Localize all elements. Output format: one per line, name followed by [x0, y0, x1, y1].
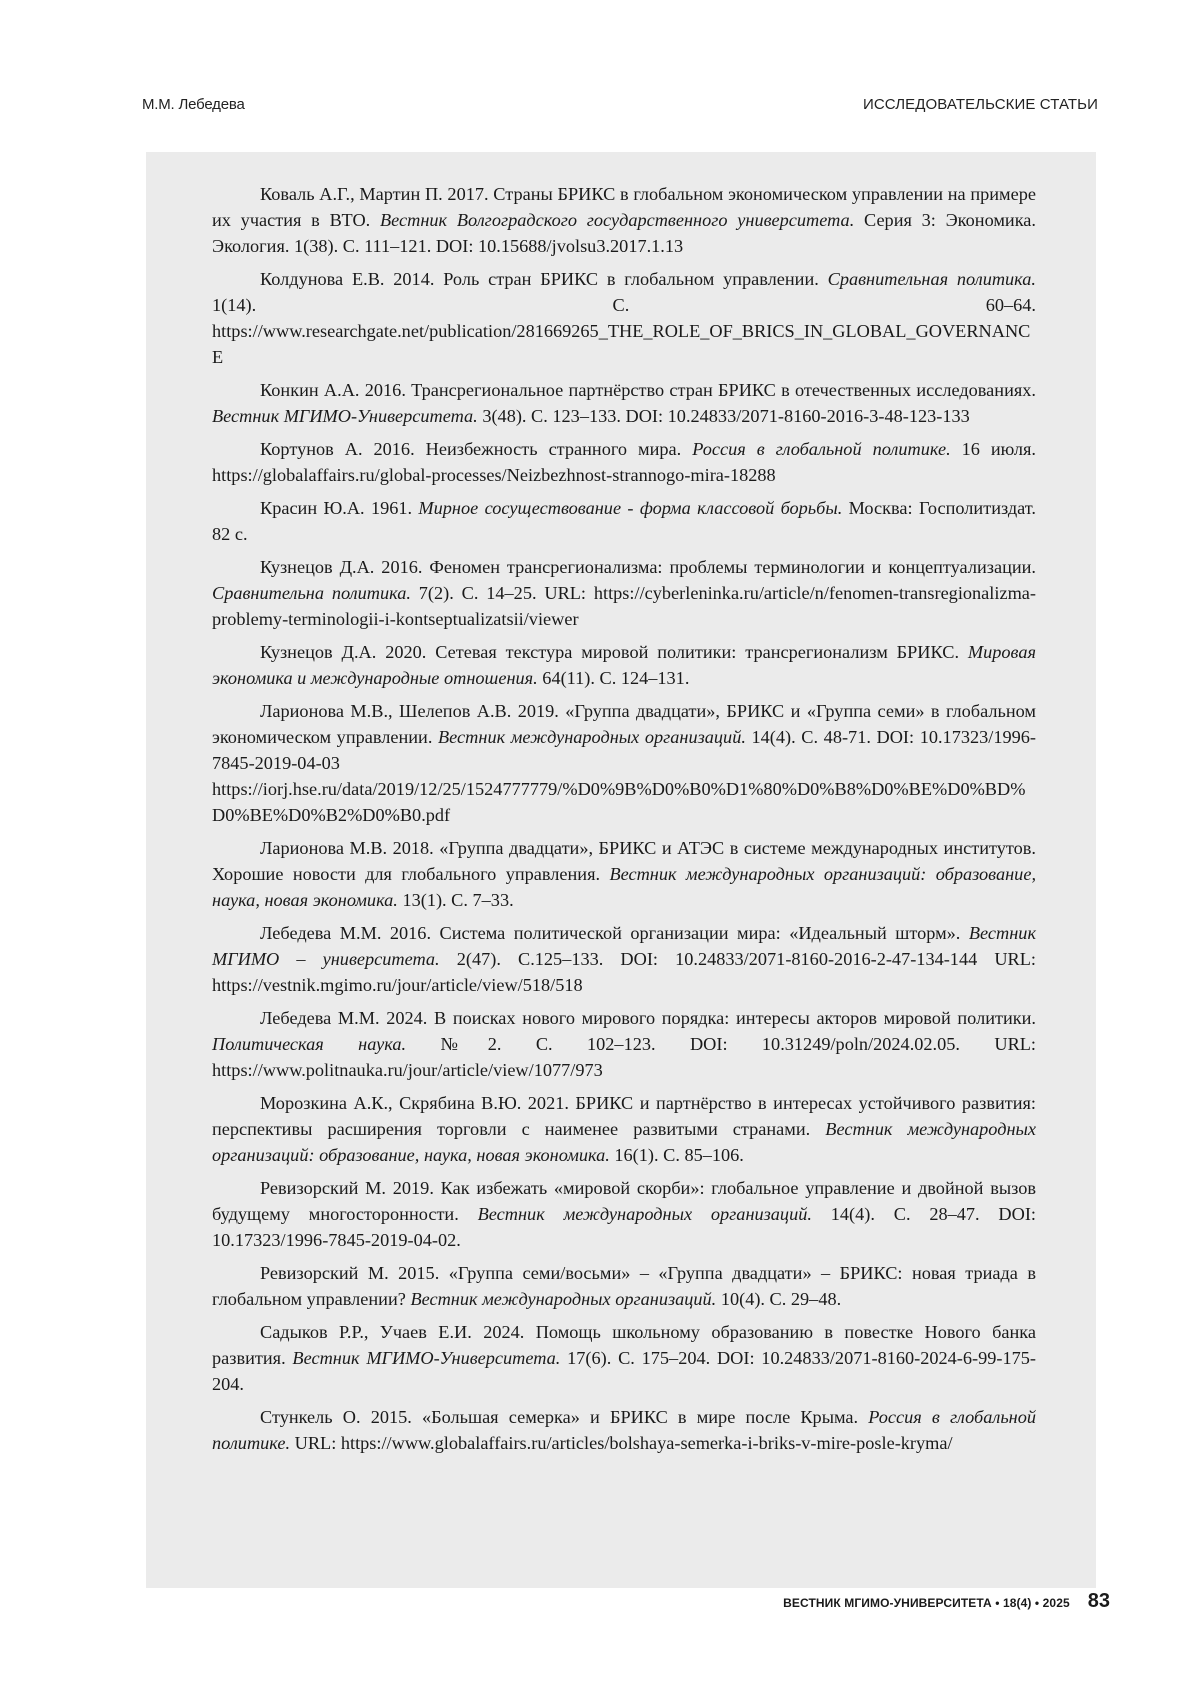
reference-details: 10(4). С. 29–48.	[716, 1289, 842, 1309]
running-header	[142, 96, 1098, 120]
reference-journal: Вестник международных организаций: образование, наука, новая экономика.	[212, 864, 1037, 910]
reference-item	[212, 1260, 1036, 1312]
reference-details: 64(11). С. 124–131.	[537, 668, 690, 688]
reference-item	[212, 1319, 1036, 1397]
reference-journal: Вестник МГИМО-Университета.	[212, 406, 478, 426]
reference-details: 14(4). С. 48-71. DOI: 10.17323/1996-7845-2019-04-03 https://iorj.hse.ru/data/2019/12/25/1524777779/%D0%9B%D0%B0%D1%80%D0%B8%D0%BE%D0%BD%D0%BE%D0%B2%D0%B0.pdf	[212, 727, 1036, 825]
reference-details: Москва: Госполитиздат. 82 с.	[212, 498, 1036, 544]
reference-item	[212, 920, 1036, 998]
reference-text: Ларионова М.В. 2018. «Группа двадцати», БРИКС и АТЭС в системе международных институтов. Хорошие новости для глобального управления.	[212, 838, 1036, 884]
reference-text: Садыков Р.Р., Учаев Е.И. 2024. Помощь школьному образованию в повестке Нового банка развития.	[212, 1322, 1036, 1368]
reference-item	[212, 554, 1036, 632]
journal-name: ВЕСТНИК МГИМО-УНИВЕРСИТЕТА • 18(4) • 2025	[783, 1596, 1070, 1610]
reference-text: Колдунова Е.В. 2014. Роль стран БРИКС в глобальном управлении.	[260, 269, 828, 289]
reference-details: 14(4). С. 28–47. DOI: 10.17323/1996-7845-2019-04-02.	[212, 1204, 1036, 1250]
reference-item	[212, 1090, 1036, 1168]
reference-text: Ревизорский М. 2015. «Группа семи/восьми» – «Группа двадцати» – БРИКС: новая триада в глобальном управлении?	[212, 1263, 1036, 1309]
reference-item	[212, 266, 1036, 370]
reference-journal: Сравнительная политика.	[827, 269, 1036, 289]
reference-details: 2(47). С.125–133. DOI: 10.24833/2071-8160-2016-2-47-134-144 URL: https://vestnik.mgimo.ru/jour/article/view/518/518	[212, 949, 1036, 995]
reference-journal: Сравнительна политика.	[212, 583, 411, 603]
reference-text: Лебедева М.М. 2016. Система политической организации мира: «Идеальный шторм».	[260, 923, 969, 943]
reference-journal: Мировая экономика и международные отношения.	[212, 642, 1036, 688]
reference-journal: Вестник Волгоградского государственного университета.	[379, 210, 855, 230]
author-name: М.М. Лебедева	[142, 96, 245, 113]
reference-text: Конкин А.А. 2016. Трансрегиональное партнёрство стран БРИКС в отечественных исследованиях.	[260, 380, 1036, 400]
reference-journal: Вестник международных организаций.	[410, 1289, 717, 1309]
reference-journal: Вестник международных организаций.	[438, 727, 746, 747]
reference-item	[212, 835, 1036, 913]
reference-details: 17(6). С. 175–204. DOI: 10.24833/2071-8160-2024-6-99-175-204.	[212, 1348, 1036, 1394]
reference-details: URL: https://www.globalaffairs.ru/articles/bolshaya-semerka-i-briks-v-mire-posle-kryma/	[290, 1433, 953, 1453]
reference-details: №2. С. 102–123. DOI: 10.31249/poln/2024.02.05. URL: https://www.politnauka.ru/jour/article/view/1077/973	[212, 1034, 1037, 1080]
reference-details: 13(1). С. 7–33.	[397, 890, 514, 910]
reference-journal: Вестник международных организаций: образование, наука, новая экономика.	[212, 1119, 1037, 1165]
reference-text: Стункель О. 2015. «Большая семерка» и БРИКС в мире после Крыма.	[260, 1407, 869, 1427]
reference-item	[212, 1404, 1036, 1456]
reference-details: 7(2). С. 14–25. URL: https://cyberleninka.ru/article/n/fenomen-transregionalizma-problemy-terminologii-i-kontseptualizatsii/viewer	[212, 583, 1036, 629]
reference-details: 16 июля. https://globalaffairs.ru/global-processes/Neizbezhnost-strannogo-mira-18288	[212, 439, 1036, 485]
reference-details: 3(48). С. 123–133. DOI: 10.24833/2071-8160-2016-3-48-123-133	[477, 406, 970, 426]
references-panel	[146, 152, 1096, 1588]
reference-text: Красин Ю.А. 1961.	[260, 498, 419, 518]
reference-text: Ревизорский М. 2019. Как избежать «мировой скорби»: глобальное управление и двойной вызов будущему многосторонности.	[212, 1178, 1036, 1224]
section-title: ИССЛЕДОВАТЕЛЬСКИЕ СТАТЬИ	[862, 96, 1098, 113]
reference-details: 1(14). С. 60–64. https://www.researchgate.net/publication/281669265_THE_ROLE_OF_BRICS_IN_GLOBAL_GOVERNANCE	[212, 295, 1036, 367]
reference-item	[212, 1175, 1036, 1253]
reference-item	[212, 436, 1036, 488]
reference-text: Коваль А.Г., Мартин П. 2017. Страны БРИКС в глобальном экономическом управлении на примере их участия в ВТО.	[212, 184, 1036, 230]
reference-journal: Мирное сосуществование - форма классовой борьбы.	[418, 498, 843, 518]
reference-item	[212, 377, 1036, 429]
reference-item	[212, 698, 1036, 828]
reference-details: 16(1). С. 85–106.	[609, 1145, 744, 1165]
reference-text: Ларионова М.В., Шелепов А.В. 2019. «Группа двадцати», БРИКС и «Группа семи» в глобальном экономическом управлении.	[212, 701, 1036, 747]
reference-item	[212, 639, 1036, 691]
reference-text: Кузнецов Д.А. 2020. Сетевая текстура мировой политики: трансрегионализм БРИКС.	[260, 642, 968, 662]
reference-item	[212, 181, 1036, 259]
reference-text: Лебедева М.М. 2024. В поисках нового мирового порядка: интересы акторов мировой политики.	[260, 1008, 1036, 1028]
reference-journal: Россия в глобальной политике.	[692, 439, 951, 459]
reference-text: Кортунов А. 2016. Неизбежность странного мира.	[260, 439, 693, 459]
reference-item	[212, 495, 1036, 547]
reference-journal: Россия в глобальной политике.	[212, 1407, 1036, 1453]
reference-journal: Вестник МГИМО – университета.	[212, 923, 1036, 969]
reference-text: Морозкина А.К., Скрябина В.Ю. 2021. БРИКС и партнёрство в интересах устойчивого развития: перспективы расширения торговли с наименее развитыми странами.	[212, 1093, 1036, 1139]
page-number: 83	[1087, 1590, 1110, 1612]
reference-item	[212, 1005, 1036, 1083]
reference-journal: Вестник международных организаций.	[477, 1204, 812, 1224]
reference-details: Серия 3: Экономика. Экология. 1(38). С. 111–121. DOI: 10.15688/jvolsu3.2017.1.13	[212, 210, 1036, 256]
reference-text: Кузнецов Д.А. 2016. Феномен трансрегионализма: проблемы терминологии и концептуализации.	[260, 557, 1036, 577]
reference-journal: Вестник МГИМО-Университета.	[292, 1348, 561, 1368]
reference-journal: Политическая наука.	[212, 1034, 407, 1054]
running-footer	[783, 1590, 1110, 1616]
